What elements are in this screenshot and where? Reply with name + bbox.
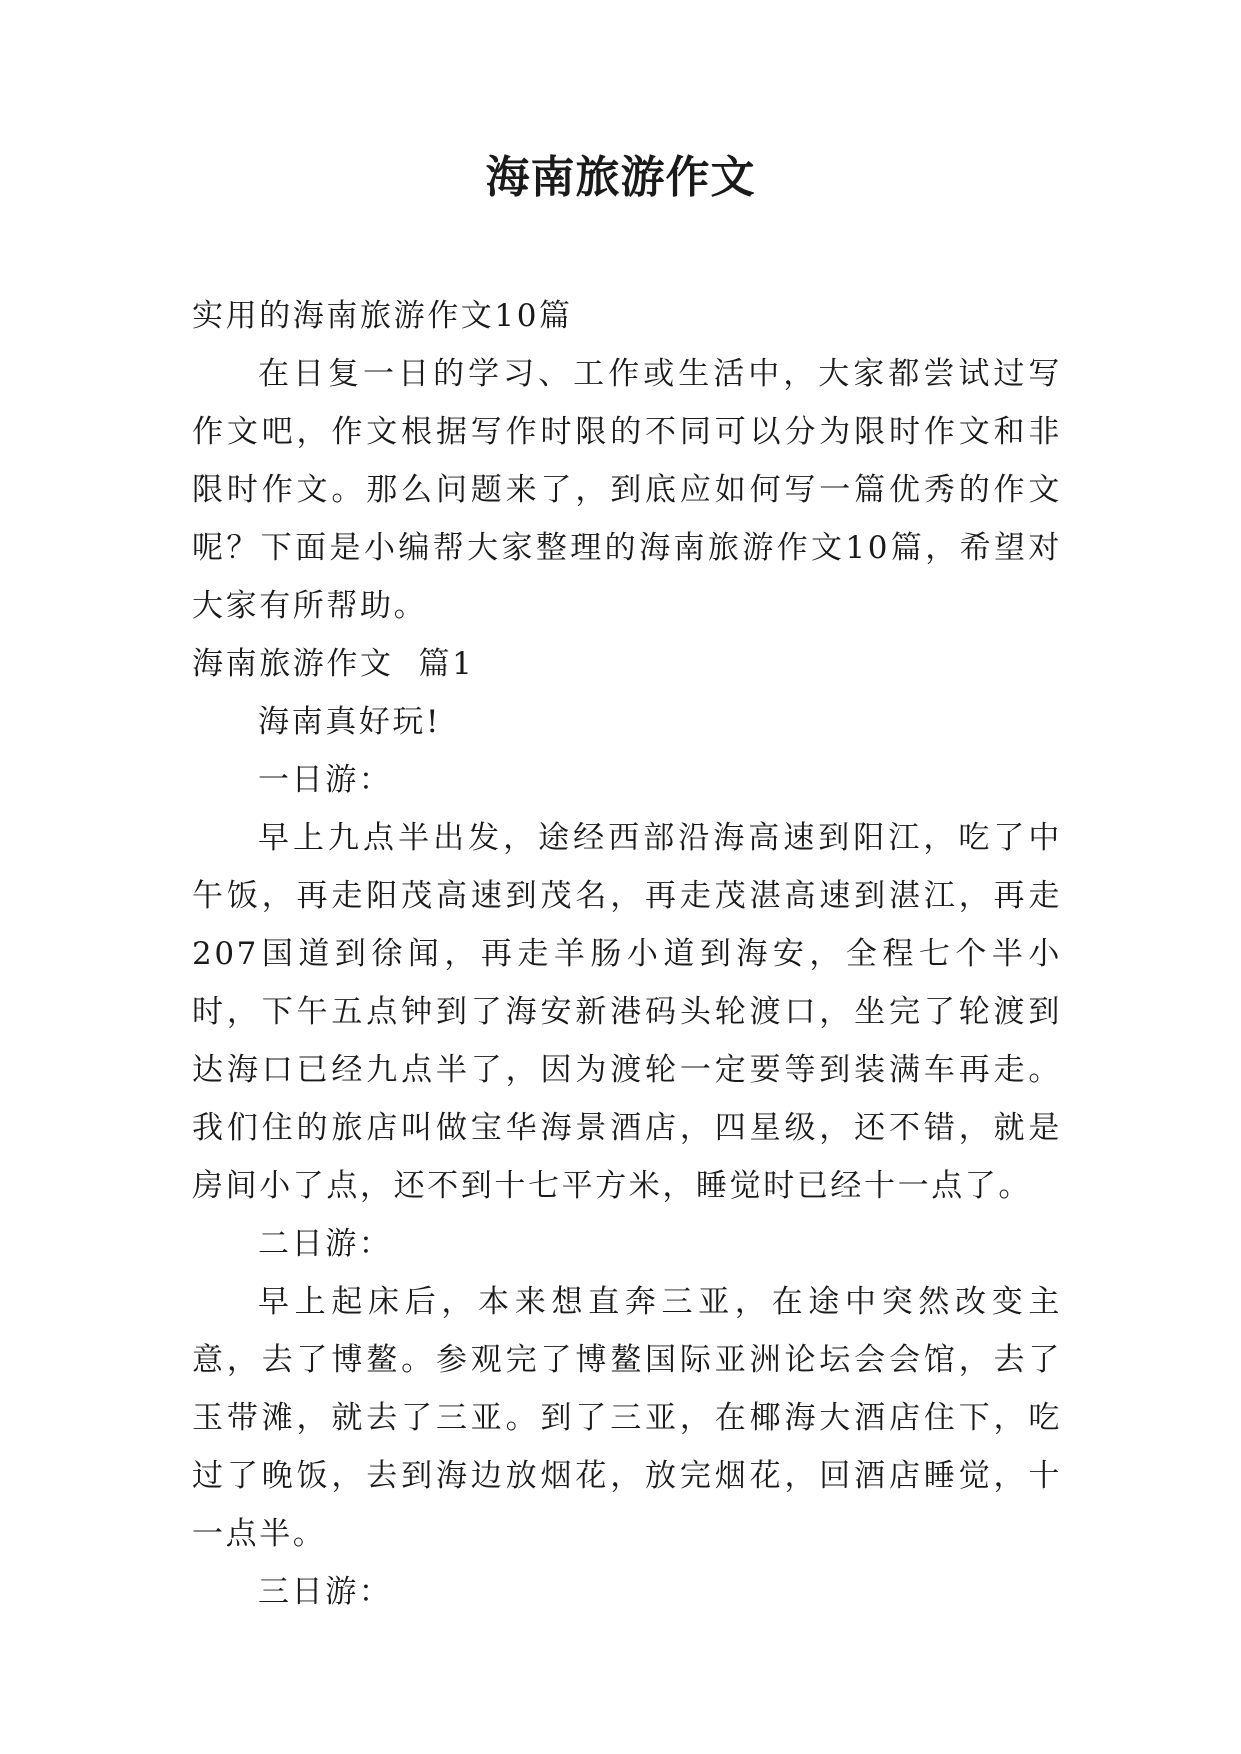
section-heading: 海南旅游作文 篇1: [192, 646, 475, 682]
paragraph: 一日游：: [258, 762, 393, 798]
intro-paragraph: 在日复一日的学习、工作或生活中，大家都尝试过写作文吧，作文根据写作时限的不同可以分为限时作文和非限时作文。那么问题来了，到底应如何写一篇优秀的作文呢？下面是小编帮大家整理的海南旅游作文10篇，希望对大家有所帮助。: [192, 356, 1062, 624]
subtitle: 实用的海南旅游作文10篇: [192, 298, 573, 334]
paragraph: 早上九点半出发，途经西部沿海高速到阳江，吃了中午饭，再走阳茂高速到茂名，再走茂湛高速到湛江，再走207国道到徐闻，再走羊肠小道到海安，全程七个半小时，下午五点钟到了海安新港码头轮渡口，坐完了轮渡到达海口已经九点半了，因为渡轮一定要等到装满车再走。我们住的旅店叫做宝华海景酒店，四星级，还不错，就是房间小了点，还不到十七平方米，睡觉时已经十一点了。: [192, 820, 1062, 1204]
document-title: 海南旅游作文: [485, 152, 756, 203]
paragraph: 三日游：: [258, 1574, 393, 1610]
paragraph: 海南真好玩!: [258, 704, 442, 740]
paragraph: 二日游：: [258, 1226, 393, 1262]
document-body: [192, 287, 1062, 1621]
paragraph: 早上起床后，本来想直奔三亚，在途中突然改变主意，去了博鳌。参观完了博鳌国际亚洲论坛会会馆，去了玉带滩，就去了三亚。到了三亚，在椰海大酒店住下，吃过了晚饭，去到海边放烟花，放完烟花，回酒店睡觉，十一点半。: [192, 1284, 1062, 1552]
